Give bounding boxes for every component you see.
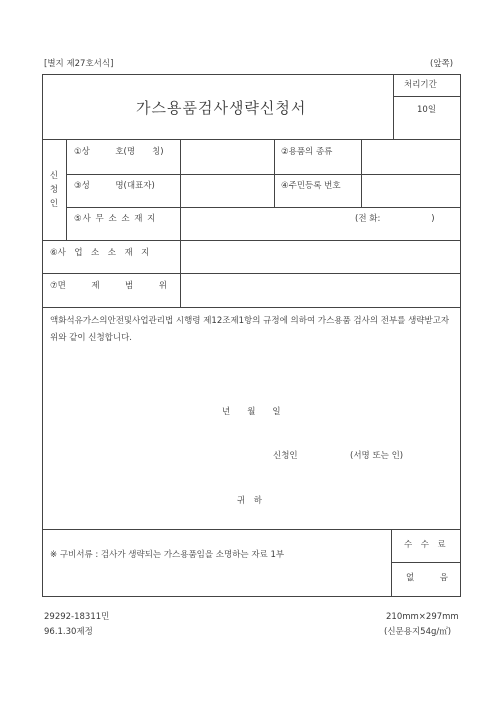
office-address-label: ⑤사 무 소 소 재 지 bbox=[74, 214, 157, 224]
exemption-scope-label: ⑦면 제 범 위 bbox=[50, 281, 167, 291]
row-line-5 bbox=[42, 273, 461, 274]
representative-label: ③성 명(대표자) bbox=[74, 181, 155, 191]
paper-spec: (신문용지54g/㎡) bbox=[384, 627, 452, 637]
applicant-group-divider bbox=[66, 139, 67, 240]
application-date: 년 월 일 bbox=[222, 407, 281, 417]
signature-note: (서명 또는 인) bbox=[350, 451, 404, 461]
row-line-6 bbox=[42, 307, 461, 308]
row-line-7 bbox=[42, 529, 461, 530]
business-location-field[interactable] bbox=[186, 249, 456, 261]
mid-label-right-divider bbox=[361, 139, 362, 207]
row-line-3 bbox=[66, 207, 461, 208]
row-line-4 bbox=[42, 240, 461, 241]
processing-divider bbox=[393, 74, 394, 139]
page-side-label: (앞쪽) bbox=[430, 59, 454, 69]
paper-size: 210mm×297mm bbox=[386, 612, 459, 622]
exemption-scope-field[interactable] bbox=[186, 282, 456, 294]
row-line-2 bbox=[66, 174, 461, 175]
business-name-label: ①상 호(명 칭) bbox=[74, 147, 164, 157]
form-number: [별지 제27호서식] bbox=[44, 59, 114, 69]
fee-value: 없 음 bbox=[406, 573, 448, 583]
office-phone-label: (전 화: ) bbox=[355, 214, 435, 224]
business-name-field[interactable] bbox=[186, 148, 270, 160]
fee-divider bbox=[391, 529, 392, 597]
processing-period-label: 처리기간 bbox=[404, 80, 437, 90]
mid-label-left-divider bbox=[274, 139, 275, 207]
processing-mid-line bbox=[393, 96, 461, 97]
resident-number-field[interactable] bbox=[366, 182, 456, 194]
processing-period-value: 10일 bbox=[417, 105, 437, 115]
form-code: 29292-18311민 bbox=[44, 612, 110, 622]
office-address-field[interactable] bbox=[186, 215, 346, 227]
product-type-label: ②용품의 종류 bbox=[281, 147, 333, 157]
form-title: 가스용품검사생략신청서 bbox=[136, 99, 307, 117]
business-location-label: ⑥사 업 소 소 재 지 bbox=[50, 248, 150, 258]
applicant-signature-label: 신청인 bbox=[273, 451, 298, 461]
required-documents: ※ 구비서류 : 검사가 생략되는 가스용품임을 소명하는 자료 1부 bbox=[50, 550, 285, 560]
label-column-divider bbox=[180, 139, 181, 307]
applicant-group-label: 신 청 인 bbox=[49, 171, 59, 209]
row-line-1 bbox=[42, 139, 461, 140]
product-type-field[interactable] bbox=[366, 148, 456, 160]
representative-field[interactable] bbox=[186, 182, 270, 194]
application-statement: 액화석유가스의안전및사업관리법 시행령 제12조제1항의 규정에 의하여 가스용품 검사의 전부를 생략받고자 위와 같이 신청합니다. bbox=[50, 316, 450, 343]
addressee: 귀 하 bbox=[237, 496, 262, 506]
fee-label: 수 수 료 bbox=[404, 540, 446, 550]
resident-number-label: ④주민등록 번호 bbox=[281, 181, 341, 191]
enactment-date: 96.1.30제정 bbox=[44, 627, 93, 637]
fee-mid-line bbox=[391, 562, 461, 563]
